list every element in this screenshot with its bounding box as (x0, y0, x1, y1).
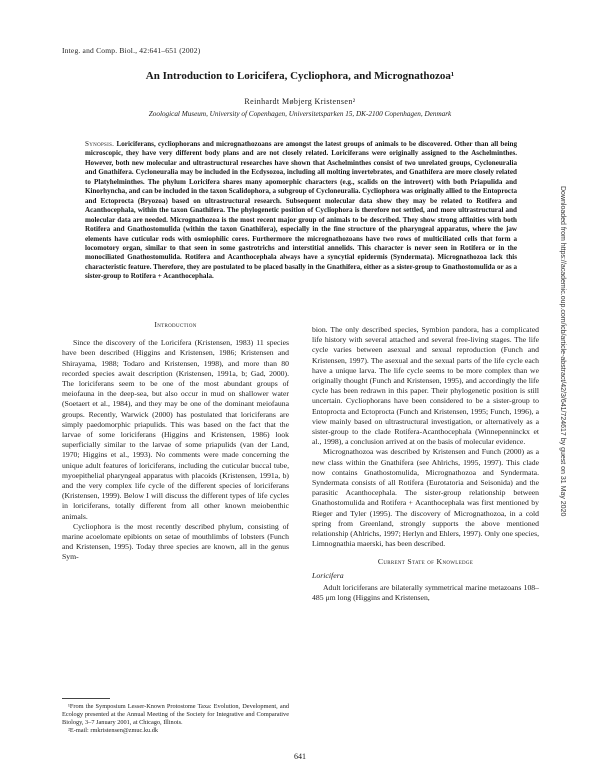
right-paragraph-2: Micrognathozoa was described by Kristensen and Funch (2000) as a new class within the Gnathifera (see Ahlrichs, 1995, 1997). This clade now contains Gnathostomulida, Micrognathozoa and Syndermata. Syndermata consists of all Rotifera (Eurotatoria and Seisonida) and the parasitic Acanthocephala. The sister-group relationship between Gnathostomulida and Rotifera + Acanthocephala was first mentioned by Rieger and Tyler (1995). The discovery of Micrognathozoa, in a cold spring from Greenland, strongly supports the above mentioned relationship (Ahlrichs, 1997; Herlyn and Ehlers, 1997). Only one species, Limnognathia maerski, has been described. (312, 447, 539, 549)
current-state-heading: Current State of Knowledge (377, 557, 474, 567)
right-column (312, 325, 539, 603)
download-watermark-text: Downloaded from https://academic.oup.com/icb/article-abstract/42/3/641/724617 by guest on 31 May 2020 (559, 186, 566, 517)
abstract (85, 140, 517, 282)
introduction-heading: Introduction (154, 320, 197, 329)
left-column (62, 320, 289, 563)
author-name: Reinhardt Møbjerg Kristensen² (244, 97, 356, 106)
right-paragraph-1: bion. The only described species, Symbion pandora, has a complicated life history with several attached and several free-living stages. The life cycle varies between asexual and sexual reproduction (Funch and Kristensen, 1997). The asexual and the sexual parts of the life cycle each have a unique larva. The life cycle seems to be more complex than we originally thought (Funch and Kristensen, 1995), and accordingly the life cycle has been redrawn in this paper. Their phylogenetic position is still uncertain. Cycliophorans have been considered to be a sister-group to Entoprocta and Ectoprocta (Funch and Kristensen, 1995; Funch, 1996), a view mainly based on ultrastructural investigation, or alternatively as a sister-group to the clade Rotifera-Acanthocephala (Winnepenninckx et al., 1998), a conclusion arrived at on the basis of molecular evidence. (312, 325, 539, 447)
paper-title: An Introduction to Loricifera, Cycliophora, and Micrognathozoa¹ (145, 70, 455, 82)
author-affiliation: Zoological Museum, University of Copenhagen, Universitetsparken 15, DK-2100 Copenhagen, Denmark (148, 110, 452, 118)
right-paragraph-3: Adult loriciferans are bilaterally symmetrical marine metazoans 108–485 μm long (Higgins and Kristensen, (312, 582, 539, 603)
footnotes (62, 698, 289, 735)
page-number: 641 (294, 752, 306, 761)
intro-paragraph-2: Cycliophora is the most recently described phylum, consisting of marine acoelomate epibionts on setae of mouthlimbs of lobsters (Funch and Kristensen, 1995). Today three species are known, all in the genus Sym- (62, 521, 289, 562)
running-head: Integ. and Comp. Biol., 42:641–651 (2002) (62, 46, 201, 55)
abstract-text: Loriciferans, cycliophorans and micrognathozoans are amongst the latest groups of animals to be discovered. Other than all being microscopic, they have very different body plans and are not closely related. Loriciferans were originally assigned to the Aschelminthes. However, both new molecular and ultrastructural researches have shown that Aschelminthes consist of two unrelated groups, Cycloneuralia and Gnathifera. Cycloneuralia may be included in the Ecdysozoa, including all molting invertebrates, and Gnathifera are more closely related to Platyhelminthes. The phylum Loricifera shares many apomorphic characters (e.g., scalids on the introvert) with both Priapulida and Kinorhyncha, and can be included in the taxon Scalidophora, a subgroup of Cycloneuralia. Cycliophora was originally allied to the Entoprocta and Ectoprocta (Bryozoa) based on ultrastructural research. Subsequent molecular data show they may be related to Rotifera and Acanthocephala, within the taxon Gnathifera. The phylogenetic position of Cycliophora is therefore not settled, and more ultrastructural and molecular data are needed. Micrognathozoa is the most recent major group of animals to be described. They show strong affinities with both Rotifera and Gnathostomulida (within the taxon Gnathifera), especially in the fine structure of the pharyngeal apparatus, where the jaw elements have cuticular rods with osmiophilic cores. Furthermore the micrognathozoans have two rows of multiciliated cells that form a locomotory organ, similar to that seen in some gastrotrichs and interstitial annelids. This character is never seen in Rotifera or in the monociliated Gnathostomulida. Rotifera and Acanthocephala always have a syncytial epidermis (Syndermata). Micrognathozoa lack this characteristic feature. Therefore, they are postulated to be placed basally in the Gnathifera, either as a sister-group to Gnathostomulida or as a sister-group to Rotifera + Acanthocephala. (85, 140, 517, 281)
abstract-label: Synopsis. (85, 140, 115, 148)
footnote-rule (62, 698, 110, 699)
loricifera-subheading: Loricifera (312, 570, 344, 580)
footnote-1: ¹From the Symposium Lesser-Known Protostome Taxa: Evolution, Development, and Ecology presented at the Annual Meeting of the Society for Integrative and Comparative Biology, 3–7 January 2001, at Chicago, Illinois. (62, 703, 289, 726)
intro-paragraph-1: Since the discovery of the Loricifera (Kristensen, 1983) 11 species have been described (Higgins and Kristensen, 1986; Kristensen and Shirayama, 1988; Todaro and Kristensen, 1998), and more than 80 recorded species await description (Kristensen, 1991a, b; Gad, 2000). The loriciferans seem to be one of the most abundant groups of meiofauna in the deep-sea, but also occur in mud on shallower water (Soetaert et al., 1984), and they may be one of the dominant meiofauna groups. Recently, Warwick (2000) has postulated that loriciferans are simply paedomorphic priapulids. This was based on the fact that the larvae of some loriciferans (Higgins and Kristensen, 1986) look superficially similar to the larvae of some priapulids (van der Land, 1970; Higgins et al., 1993). No comments were made concerning the unique adult features of loriciferans, including the cuticular buccal tube, myoepithelial pharyngeal apparatus with placoids (Kristensen, 1991a, b) and the very complex life cycle of the different species of loriciferans (Kristensen, 1999). Below I will discuss the different types of life cycles in loriciferans, totally different from all other known meiobenthic animals. (62, 338, 289, 521)
footnote-2: ²E-mail: rmkristensen@zmuc.ku.dk (68, 727, 159, 734)
